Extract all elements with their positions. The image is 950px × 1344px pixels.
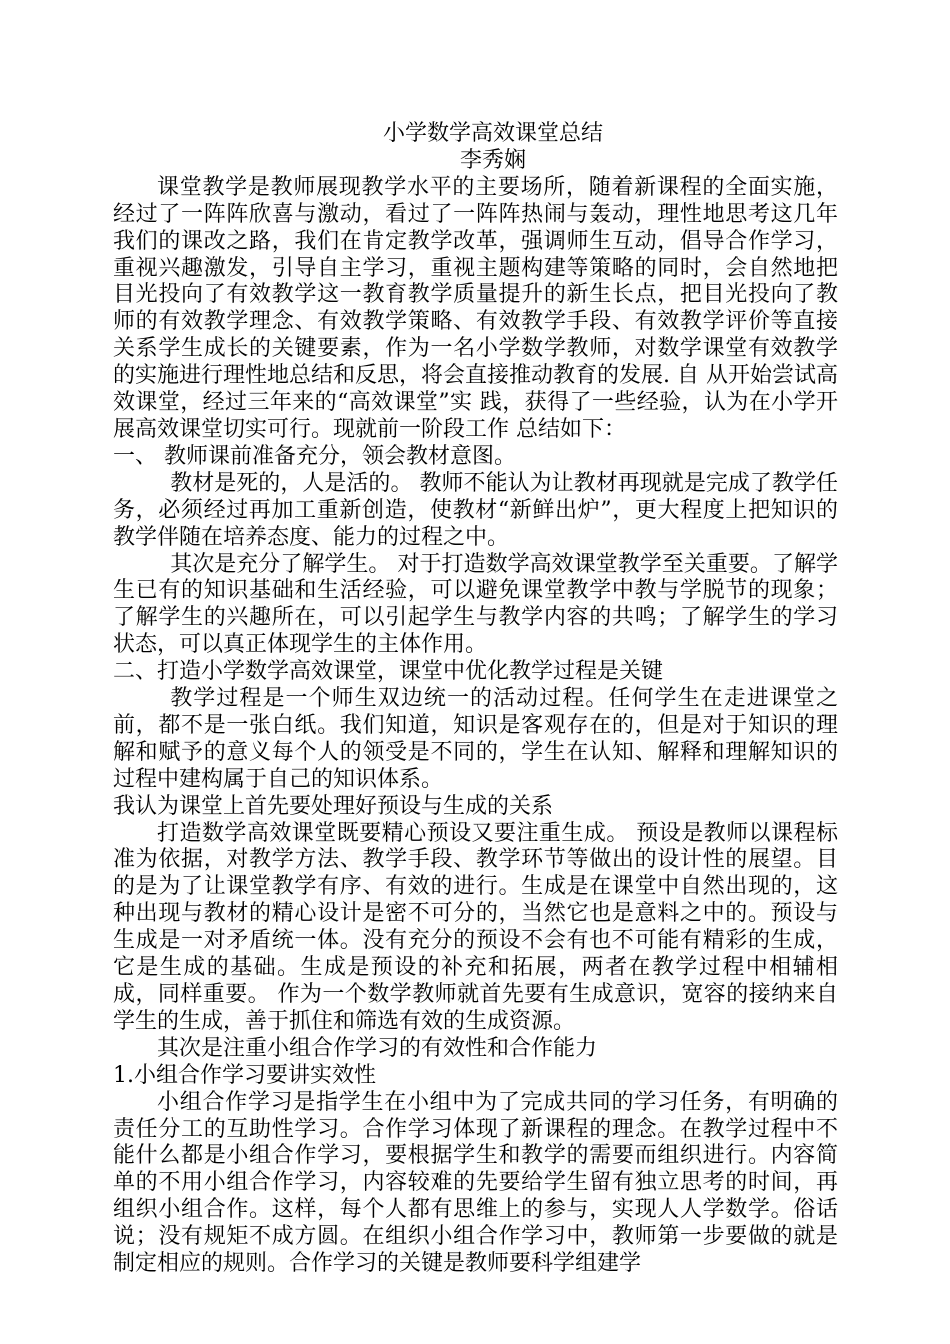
- document-author: 李秀娴: [459, 147, 526, 173]
- paragraph-intro: 课堂教学是教师展现教学水平的主要场所，随着新课程的全面实施，经过了一阵阵欣喜与激动，看过了一阵阵热闹与轰动，理性地思考这几年我们的课改之路，我们在肯定教学改革，强调师生互动，倡导合作学习，重视兴趣激发，引导自主学习，重视主题构建等策略的同时，会自然地把目光投向了有效教学这一教育教学质量提升的新生长点，把目光投向了教师的有效教学理念、有效教学策略、有效教学手段、有效教学评价等直接关系学生成长的关键要素，作为一名小学数学教师，对数学课堂有效教学的实施进行理性地总结和反思，将会直接推动教育的发展. 自 从开始尝试高效课堂，经过三年来的“高效课堂”实 践，获得了一些经验，认为在小学开展高效课堂切实可行。现就前一阶段工作 总结如下：: [113, 174, 838, 442]
- section-heading-2: 二、打造小学数学高效课堂，课堂中优化教学过程是关键: [113, 659, 664, 685]
- paragraph-preset-generation: 打造数学高效课堂既要精心预设又要注重生成。 预设是教师以课程标准为依据，对教学方法、教学手段、教学环节等做出的设计性的展望。目的是为了让课堂教学有序、有效的进行。生成是在课堂中自然出现的，这种出现与教材的精心设计是密不可分的，当然它也是意料之中的。预设与生成是一对矛盾统一体。没有充分的预设不会有也不可能有精彩的生成，它是生成的基础。生成是预设的补充和拓展，两者在教学过程中相辅相成，同样重要。 作为一个数学教师就首先要有生成意识，宽容的接纳来自学生的生成，善于抓住和筛选有效的生成资源。: [113, 820, 838, 1034]
- section-heading-1: 一、 教师课前准备充分，领会教材意图。: [113, 443, 516, 469]
- subheading-group-cooperation: 其次是注重小组合作学习的有效性和合作能力: [157, 1035, 598, 1061]
- paragraph-students: 其次是充分了解学生。 对于打造数学高效课堂教学至关重要。了解学生已有的知识基础和生活经验，可以避免课堂教学中教与学脱节的现象；了解学生的兴趣所在，可以引起学生与教学内容的共鸣；了解学生的学习状态，可以真正体现学生的主体作用。: [113, 551, 838, 658]
- paragraph-teaching-process: 教学过程是一个师生双边统一的活动过程。任何学生在走进课堂之前，都不是一张白纸。我们知道，知识是客观存在的，但是对于知识的理解和赋予的意义每个人的领受是不同的，学生在认知、解释和理解知识的过程中建构属于自己的知识体系。: [113, 686, 838, 792]
- paragraph-group-learning: 小组合作学习是指学生在小组中为了完成共同的学习任务，有明确的责任分工的互助性学习。合作学习体现了新课程的理念。在教学过程中不能什么都是小组合作学习，要根据学生和教学的需要而组织进行。内容简单的不用小组合作学习，内容较难的先要给学生留有独立思考的时间，再组织小组合作。这样，每个人都有思维上的参与，实现人人学数学。俗话说；没有规矩不成方圆。在组织小组合作学习中，教师第一步要做的就是制定相应的规则。合作学习的关键是教师要科学组建学: [113, 1089, 838, 1277]
- document-title: 小学数学高效课堂总结: [382, 121, 603, 146]
- paragraph-textbook: 教材是死的，人是活的。 教师不能认为让教材再现就是完成了教学任务，必须经过再加工重新创造，使教材“新鲜出炉”，更大程度上把知识的教学伴随在培养态度、能力的过程之中。: [113, 470, 838, 550]
- document-page: [113, 121, 838, 1278]
- subheading-preset-generation: 我认为课堂上首先要处理好预设与生成的关系: [113, 793, 554, 819]
- subheading-group-effectiveness: 1.小组合作学习要讲实效性: [113, 1062, 376, 1088]
